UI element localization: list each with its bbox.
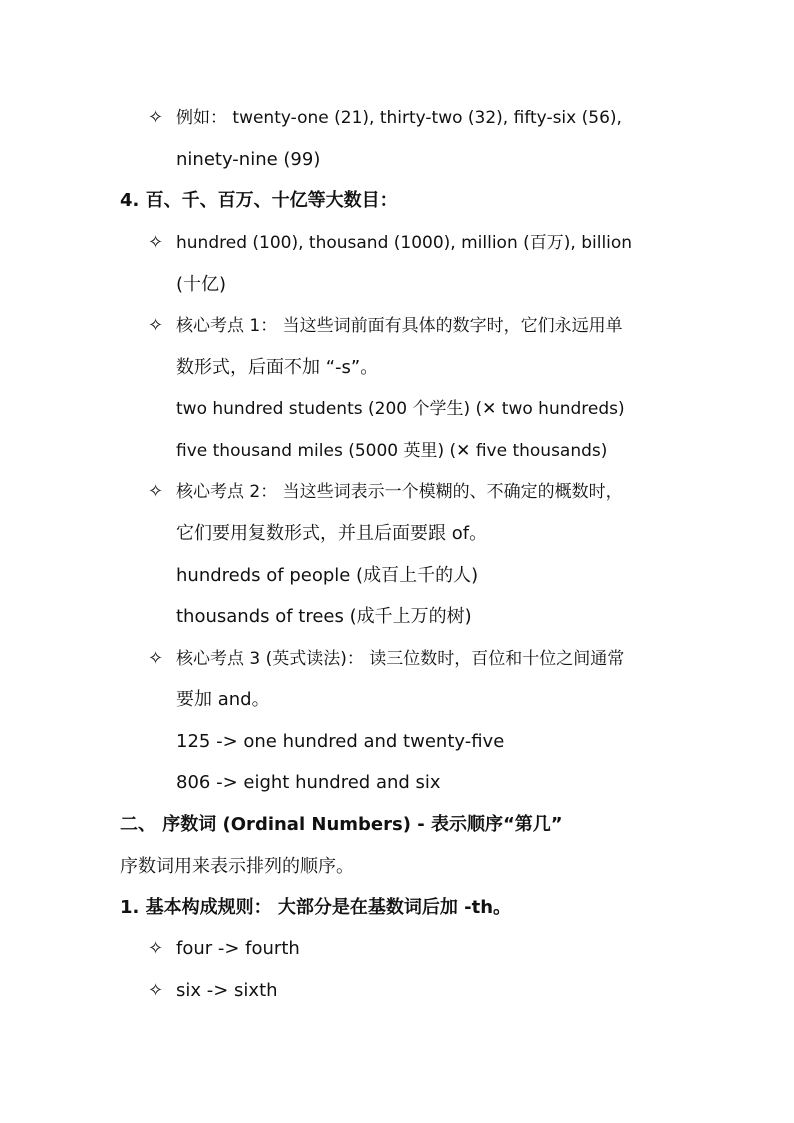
example-line: hundreds of people (成百上千的人) [176, 565, 479, 586]
key-point-3: 核心考点 3 (英式读法)： 读三位数时，百位和十位之间通常 [176, 649, 625, 669]
text-line: ninety-nine (99) [176, 149, 321, 170]
text-line: 要加 and。 [176, 689, 270, 710]
text-line: 它们要用复数形式，并且后面要跟 of。 [176, 523, 488, 544]
example-line: thousands of trees (成千上万的树) [176, 606, 472, 627]
key-point-1: 核心考点 1： 当这些词前面有具体的数字时，它们永远用单 [176, 316, 623, 336]
text-line: 序数词用来表示排列的顺序。 [120, 856, 354, 877]
bullet-icon: ✧ [148, 938, 164, 959]
bullet-icon: ✧ [148, 481, 164, 502]
example-line: 125 -> one hundred and twenty-five [176, 731, 505, 752]
example-line: five thousand miles (5000 英里) (✕ five thousands) [176, 441, 608, 461]
heading-large-numbers: 4. 百、千、百万、十亿等大数目： [120, 190, 398, 211]
example-line: 806 -> eight hundred and six [176, 772, 441, 793]
bullet-icon: ✧ [148, 648, 164, 669]
text-line: hundred (100), thousand (1000), million (百万), billion [176, 233, 633, 253]
bullet-icon: ✧ [148, 315, 164, 336]
bullet-icon: ✧ [148, 232, 164, 253]
text-line: (十亿) [176, 274, 227, 295]
example-line: four -> fourth [176, 938, 300, 959]
bullet-icon: ✧ [148, 980, 164, 1001]
bullet-icon: ✧ [148, 107, 164, 128]
section-heading-ordinal: 二、 序数词 (Ordinal Numbers) - 表示顺序“第几” [120, 814, 563, 835]
text-line-example: 例如： twenty-one (21), thirty-two (32), fifty-six (56), [176, 108, 622, 128]
key-point-2: 核心考点 2： 当这些词表示一个模糊的、不确定的概数时， [176, 482, 623, 502]
text-line: 数形式，后面不加 “-s”。 [176, 357, 379, 378]
example-line: six -> sixth [176, 980, 278, 1001]
heading-basic-rule: 1. 基本构成规则： 大部分是在基数词后加 -th。 [120, 897, 512, 918]
example-line: two hundred students (200 个学生) (✕ two hundreds) [176, 399, 625, 419]
